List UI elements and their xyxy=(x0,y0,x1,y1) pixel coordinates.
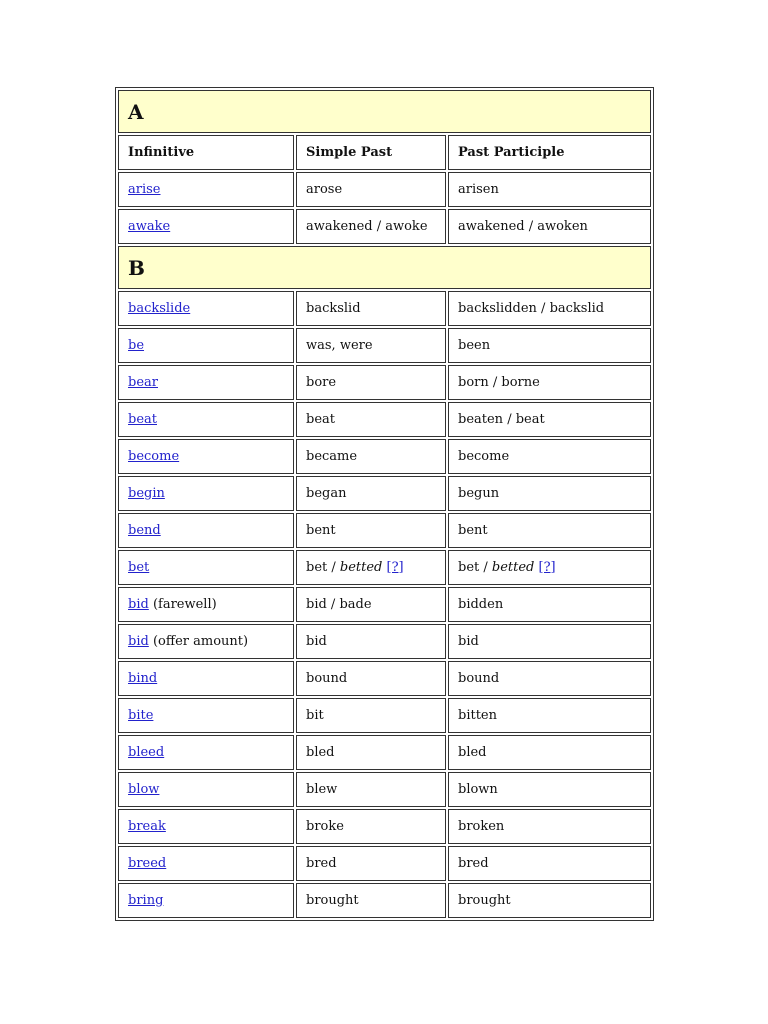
past-participle-cell-text: bet / xyxy=(458,560,492,575)
verb-link[interactable]: be xyxy=(128,338,145,353)
simple-past-cell-text: bet / xyxy=(306,560,340,575)
section-header-row xyxy=(118,246,651,289)
simple-past-cell xyxy=(296,698,446,733)
past-participle-cell-text: beaten / beat xyxy=(458,412,545,427)
simple-past-cell xyxy=(296,476,446,511)
infinitive-cell xyxy=(118,476,294,511)
past-participle-header: Past Participle xyxy=(448,135,651,170)
past-participle-cell xyxy=(448,587,651,622)
simple-past-cell-text: bit xyxy=(306,708,324,723)
table-row xyxy=(118,328,651,363)
past-participle-cell-text: been xyxy=(458,338,491,353)
verb-link[interactable]: bite xyxy=(128,708,154,723)
past-participle-cell xyxy=(448,550,651,585)
infinitive-cell xyxy=(118,735,294,770)
simple-past-cell xyxy=(296,661,446,696)
section-letter: A xyxy=(118,90,651,133)
past-participle-cell-text: bidden xyxy=(458,597,504,612)
verb-note: (offer amount) xyxy=(148,634,249,649)
past-participle-cell-text: bent xyxy=(458,523,488,538)
past-participle-cell xyxy=(448,883,651,918)
table-row xyxy=(118,291,651,326)
simple-past-cell xyxy=(296,209,446,244)
table-row xyxy=(118,209,651,244)
past-participle-cell xyxy=(448,365,651,400)
simple-past-cell xyxy=(296,365,446,400)
simple-past-cell xyxy=(296,439,446,474)
verb-link[interactable]: arise xyxy=(128,182,161,197)
verb-link[interactable]: become xyxy=(128,449,180,464)
simple-past-cell-text: bled xyxy=(306,745,335,760)
verb-note: (farewell) xyxy=(148,597,217,612)
table-row xyxy=(118,172,651,207)
past-participle-cell xyxy=(448,513,651,548)
simple-past-cell-text: broke xyxy=(306,819,344,834)
simple-past-cell xyxy=(296,624,446,659)
verb-link[interactable]: beat xyxy=(128,412,157,427)
reference-link[interactable]: [?] xyxy=(538,560,556,575)
table-row xyxy=(118,772,651,807)
simple-past-cell xyxy=(296,328,446,363)
past-participle-cell-text: brought xyxy=(458,893,511,908)
table-row xyxy=(118,735,651,770)
simple-past-cell xyxy=(296,172,446,207)
simple-past-cell-text: awakened / awoke xyxy=(306,219,428,234)
verb-link[interactable]: bear xyxy=(128,375,158,390)
past-participle-cell xyxy=(448,661,651,696)
simple-past-cell-text: bound xyxy=(306,671,348,686)
table-row xyxy=(118,439,651,474)
infinitive-cell xyxy=(118,513,294,548)
simple-past-cell-text: beat xyxy=(306,412,335,427)
infinitive-cell xyxy=(118,172,294,207)
simple-past-cell-text: blew xyxy=(306,782,338,797)
past-participle-cell xyxy=(448,328,651,363)
table-row xyxy=(118,476,651,511)
verb-link[interactable]: bend xyxy=(128,523,161,538)
infinitive-header: Infinitive xyxy=(118,135,294,170)
verb-table-body xyxy=(118,90,651,918)
past-participle-cell-text: bled xyxy=(458,745,487,760)
simple-past-cell-text: bid / bade xyxy=(306,597,372,612)
infinitive-cell xyxy=(118,328,294,363)
simple-past-header: Simple Past xyxy=(296,135,446,170)
simple-past-cell xyxy=(296,735,446,770)
table-row xyxy=(118,624,651,659)
simple-past-cell xyxy=(296,587,446,622)
past-participle-cell-text: broken xyxy=(458,819,505,834)
simple-past-cell xyxy=(296,883,446,918)
section-letter: B xyxy=(118,246,651,289)
past-participle-cell xyxy=(448,735,651,770)
verb-link[interactable]: begin xyxy=(128,486,165,501)
infinitive-cell xyxy=(118,439,294,474)
infinitive-cell xyxy=(118,550,294,585)
verb-link[interactable]: breed xyxy=(128,856,167,871)
simple-past-cell xyxy=(296,772,446,807)
verb-link[interactable]: bleed xyxy=(128,745,165,760)
infinitive-cell xyxy=(118,587,294,622)
past-participle-cell xyxy=(448,172,651,207)
past-participle-cell xyxy=(448,209,651,244)
past-participle-cell-text: awakened / awoken xyxy=(458,219,588,234)
verb-link[interactable]: awake xyxy=(128,219,171,234)
simple-past-cell-text: backslid xyxy=(306,301,361,316)
column-header-row xyxy=(118,135,651,170)
reference-link[interactable]: [?] xyxy=(386,560,404,575)
past-participle-cell-text: begun xyxy=(458,486,500,501)
verb-link[interactable]: bind xyxy=(128,671,158,686)
infinitive-cell xyxy=(118,698,294,733)
table-row xyxy=(118,513,651,548)
table-row xyxy=(118,402,651,437)
infinitive-cell xyxy=(118,209,294,244)
simple-past-cell xyxy=(296,402,446,437)
past-participle-cell-text: bound xyxy=(458,671,500,686)
simple-past-cell xyxy=(296,513,446,548)
verb-link[interactable]: bring xyxy=(128,893,164,908)
past-participle-cell xyxy=(448,402,651,437)
simple-past-cell-text: arose xyxy=(306,182,343,197)
simple-past-cell xyxy=(296,291,446,326)
past-participle-cell xyxy=(448,476,651,511)
past-participle-cell xyxy=(448,846,651,881)
past-participle-cell-text: blown xyxy=(458,782,498,797)
infinitive-cell xyxy=(118,883,294,918)
past-participle-cell-text: bid xyxy=(458,634,479,649)
table-row xyxy=(118,809,651,844)
simple-past-cell xyxy=(296,550,446,585)
infinitive-cell xyxy=(118,624,294,659)
infinitive-cell xyxy=(118,772,294,807)
table-row xyxy=(118,365,651,400)
table-row xyxy=(118,661,651,696)
past-participle-cell xyxy=(448,439,651,474)
past-participle-cell-italic: betted xyxy=(491,560,535,575)
infinitive-cell xyxy=(118,365,294,400)
simple-past-cell-text: bore xyxy=(306,375,337,390)
past-participle-cell xyxy=(448,809,651,844)
past-participle-cell xyxy=(448,291,651,326)
table-row xyxy=(118,883,651,918)
simple-past-cell-text: bred xyxy=(306,856,337,871)
simple-past-cell-text: became xyxy=(306,449,358,464)
past-participle-cell-text: backslidden / backslid xyxy=(458,301,605,316)
verb-link[interactable]: break xyxy=(128,819,166,834)
simple-past-cell-text: bent xyxy=(306,523,336,538)
verb-link[interactable]: blow xyxy=(128,782,160,797)
verb-table xyxy=(115,87,654,921)
infinitive-cell xyxy=(118,291,294,326)
verb-link[interactable]: bet xyxy=(128,560,150,575)
infinitive-cell xyxy=(118,661,294,696)
table-row xyxy=(118,550,651,585)
simple-past-cell-text: bid xyxy=(306,634,327,649)
simple-past-cell xyxy=(296,809,446,844)
past-participle-cell-text: become xyxy=(458,449,510,464)
verb-link[interactable]: bid xyxy=(128,634,149,649)
simple-past-cell-text: was, were xyxy=(306,338,373,353)
past-participle-cell-text: born / borne xyxy=(458,375,540,390)
table-row xyxy=(118,698,651,733)
past-participle-cell xyxy=(448,772,651,807)
simple-past-cell-text: began xyxy=(306,486,347,501)
past-participle-cell-text: arisen xyxy=(458,182,499,197)
section-header-row xyxy=(118,90,651,133)
infinitive-cell xyxy=(118,809,294,844)
past-participle-cell-text: bred xyxy=(458,856,489,871)
simple-past-cell-italic: betted xyxy=(339,560,383,575)
table-row xyxy=(118,587,651,622)
verb-link[interactable]: backslide xyxy=(128,301,191,316)
simple-past-cell xyxy=(296,846,446,881)
simple-past-cell-text: brought xyxy=(306,893,359,908)
verb-link[interactable]: bid xyxy=(128,597,149,612)
infinitive-cell xyxy=(118,402,294,437)
past-participle-cell xyxy=(448,698,651,733)
past-participle-cell xyxy=(448,624,651,659)
table-row xyxy=(118,846,651,881)
infinitive-cell xyxy=(118,846,294,881)
past-participle-cell-text: bitten xyxy=(458,708,497,723)
